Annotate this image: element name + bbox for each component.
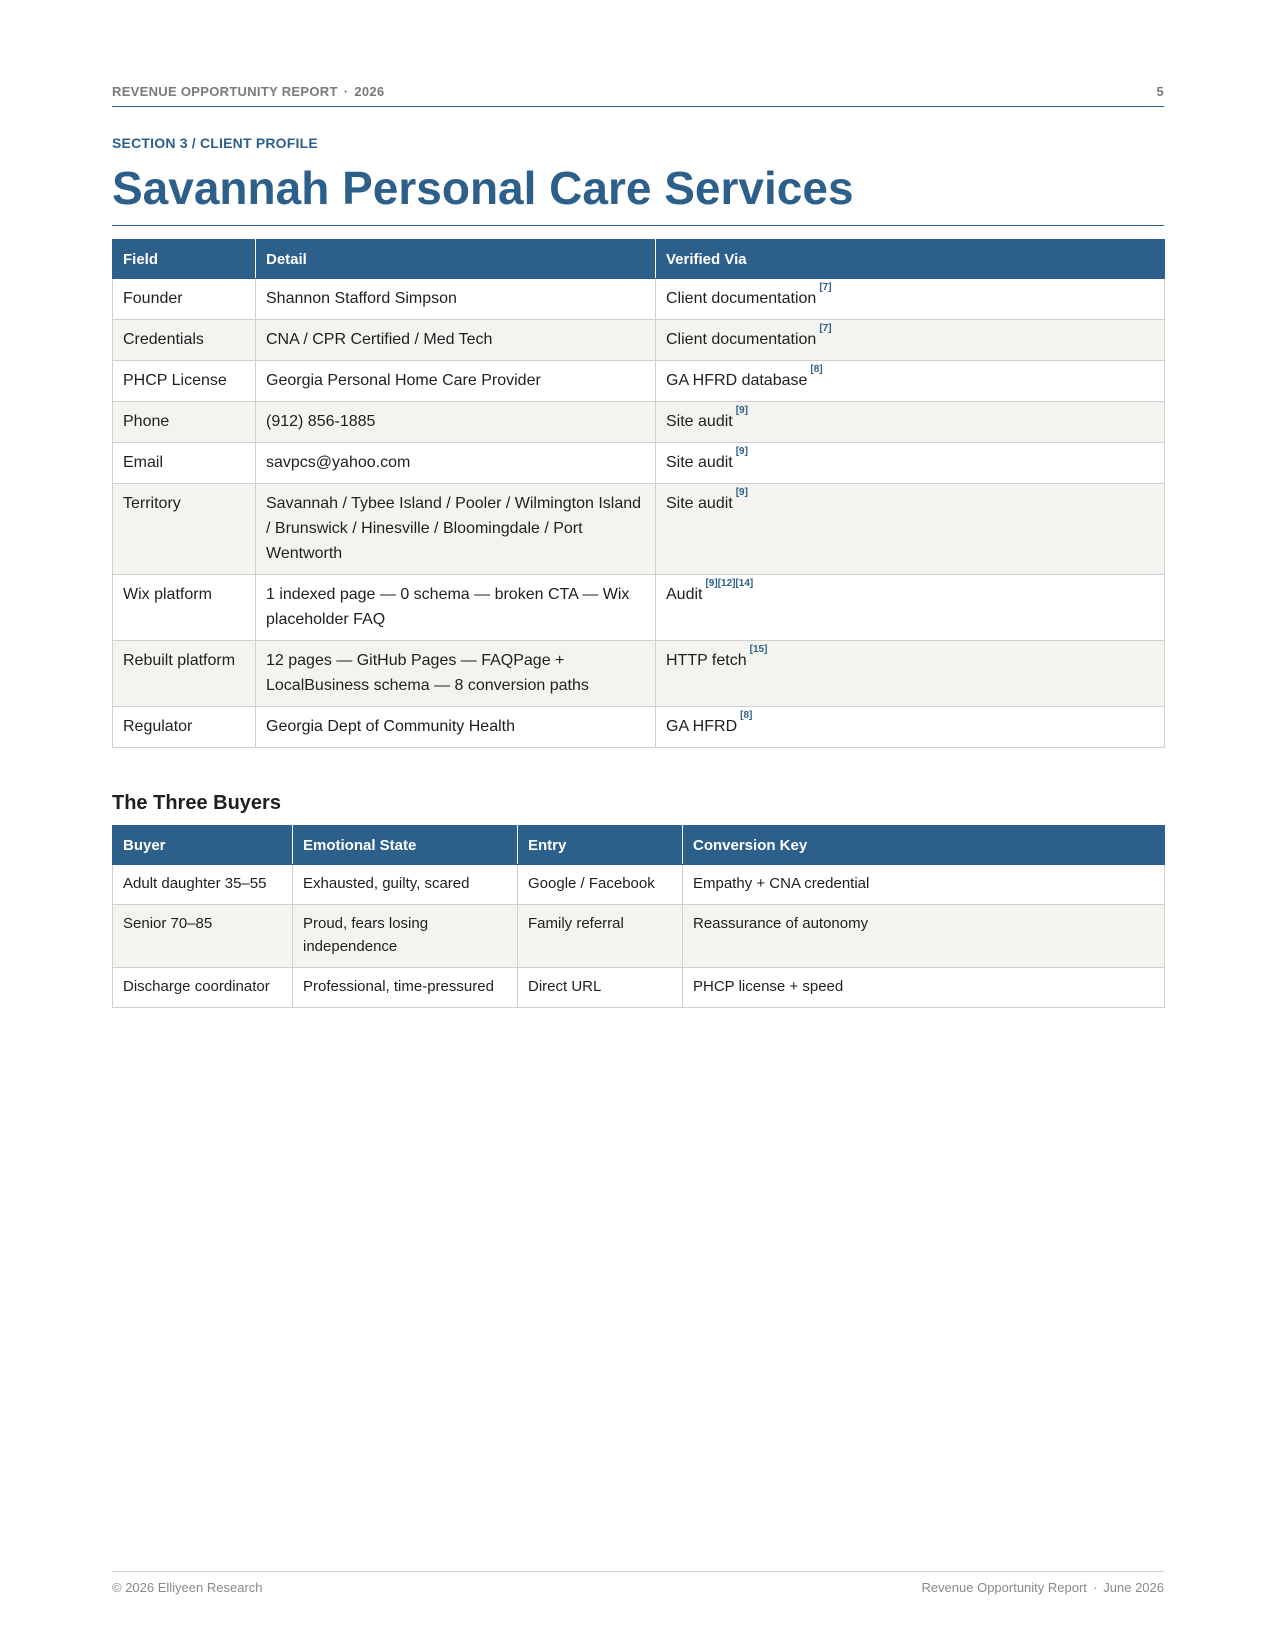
conversion-key-cell: PHCP license + speed — [683, 968, 1165, 1008]
field-cell: Territory — [113, 484, 256, 575]
table-row — [113, 575, 1165, 641]
field-cell: Email — [113, 443, 256, 484]
verified-cell — [656, 320, 1165, 361]
verified-text: HTTP fetch — [666, 652, 747, 669]
verified-cell — [656, 707, 1165, 748]
header-year: 2026 — [354, 84, 385, 99]
citation-link[interactable]: [9] — [735, 487, 748, 498]
column-header: Verified Via — [656, 240, 1165, 279]
footer-copyright: © 2026 Elliyeen Research — [112, 1580, 263, 1595]
column-header: Entry — [518, 826, 683, 865]
detail-cell: (912) 856-1885 — [256, 402, 656, 443]
citation-link[interactable]: [9] — [735, 446, 748, 457]
running-header — [112, 84, 1164, 99]
entry-cell: Google / Facebook — [518, 865, 683, 905]
citation-link[interactable]: [8] — [740, 710, 753, 721]
verified-text: Client documentation — [666, 331, 817, 348]
page-title: Savannah Personal Care Services — [112, 162, 854, 214]
detail-cell: Georgia Personal Home Care Provider — [256, 361, 656, 402]
field-cell: Credentials — [113, 320, 256, 361]
table-row — [113, 402, 1165, 443]
field-cell: Phone — [113, 402, 256, 443]
footer-date: June 2026 — [1103, 1580, 1164, 1595]
table-row — [113, 641, 1165, 707]
verified-cell — [656, 279, 1165, 320]
page-number: 5 — [1156, 84, 1164, 99]
buyer-cell: Adult daughter 35–55 — [113, 865, 293, 905]
verified-cell — [656, 641, 1165, 707]
citation-link[interactable]: [8] — [810, 364, 823, 375]
field-cell: Founder — [113, 279, 256, 320]
table-row — [113, 865, 1165, 905]
buyer-cell: Senior 70–85 — [113, 905, 293, 968]
header-separator: · — [343, 84, 349, 99]
verified-text: Site audit — [666, 495, 733, 512]
verified-text: Site audit — [666, 454, 733, 471]
entry-cell: Family referral — [518, 905, 683, 968]
emotional-state-cell: Professional, time-pressured — [293, 968, 518, 1008]
table-header-row — [113, 826, 1165, 865]
detail-cell: Georgia Dept of Community Health — [256, 707, 656, 748]
field-cell: Rebuilt platform — [113, 641, 256, 707]
title-rule — [112, 225, 1164, 226]
conversion-key-cell: Reassurance of autonomy — [683, 905, 1165, 968]
table-row — [113, 968, 1165, 1008]
emotional-state-cell: Exhausted, guilty, scared — [293, 865, 518, 905]
column-header: Emotional State — [293, 826, 518, 865]
table-row — [113, 361, 1165, 402]
verified-text: Audit — [666, 586, 703, 603]
detail-cell: 1 indexed page — 0 schema — broken CTA — Wix placeholder FAQ — [256, 575, 656, 641]
client-profile-table — [112, 239, 1165, 748]
field-cell: PHCP License — [113, 361, 256, 402]
emotional-state-cell: Proud, fears losing independence — [293, 905, 518, 968]
verified-cell — [656, 575, 1165, 641]
footer-separator: · — [1092, 1580, 1098, 1595]
detail-cell: 12 pages — GitHub Pages — FAQPage + LocalBusiness schema — 8 conversion paths — [256, 641, 656, 707]
buyers-table — [112, 825, 1165, 1008]
citation-link[interactable]: [9][12][14] — [705, 578, 754, 589]
detail-cell: Savannah / Tybee Island / Pooler / Wilmington Island / Brunswick / Hinesville / Bloomingdale / Port Wentworth — [256, 484, 656, 575]
citation-link[interactable]: [15] — [749, 644, 768, 655]
citation-link[interactable]: [9] — [735, 405, 748, 416]
table-row — [113, 905, 1165, 968]
column-header: Buyer — [113, 826, 293, 865]
conversion-key-cell: Empathy + CNA credential — [683, 865, 1165, 905]
table-row — [113, 707, 1165, 748]
table-header-row — [113, 240, 1165, 279]
buyers-heading: The Three Buyers — [112, 792, 281, 814]
citation-link[interactable]: [7] — [819, 282, 832, 293]
verified-text: GA HFRD — [666, 718, 738, 735]
detail-cell: savpcs@yahoo.com — [256, 443, 656, 484]
column-header: Detail — [256, 240, 656, 279]
column-header: Conversion Key — [683, 826, 1165, 865]
column-header: Field — [113, 240, 256, 279]
running-footer — [112, 1580, 1164, 1595]
field-cell: Wix platform — [113, 575, 256, 641]
table-row — [113, 320, 1165, 361]
verified-cell — [656, 443, 1165, 484]
footer-report-title: Revenue Opportunity Report — [921, 1580, 1087, 1595]
entry-cell: Direct URL — [518, 968, 683, 1008]
table-row — [113, 484, 1165, 575]
header-left — [112, 84, 384, 99]
verified-text: Client documentation — [666, 290, 817, 307]
buyer-cell: Discharge coordinator — [113, 968, 293, 1008]
table-row — [113, 443, 1165, 484]
footer-right — [921, 1580, 1164, 1595]
detail-cell: Shannon Stafford Simpson — [256, 279, 656, 320]
citation-link[interactable]: [7] — [819, 323, 832, 334]
section-label: SECTION 3 / CLIENT PROFILE — [112, 135, 318, 151]
verified-text: Site audit — [666, 413, 733, 430]
verified-cell — [656, 361, 1165, 402]
field-cell: Regulator — [113, 707, 256, 748]
footer-rule — [112, 1571, 1164, 1572]
table-row — [113, 279, 1165, 320]
detail-cell: CNA / CPR Certified / Med Tech — [256, 320, 656, 361]
header-rule — [112, 106, 1164, 107]
header-report-title: REVENUE OPPORTUNITY REPORT — [112, 84, 338, 99]
verified-cell — [656, 402, 1165, 443]
verified-text: GA HFRD database — [666, 372, 808, 389]
verified-cell — [656, 484, 1165, 575]
